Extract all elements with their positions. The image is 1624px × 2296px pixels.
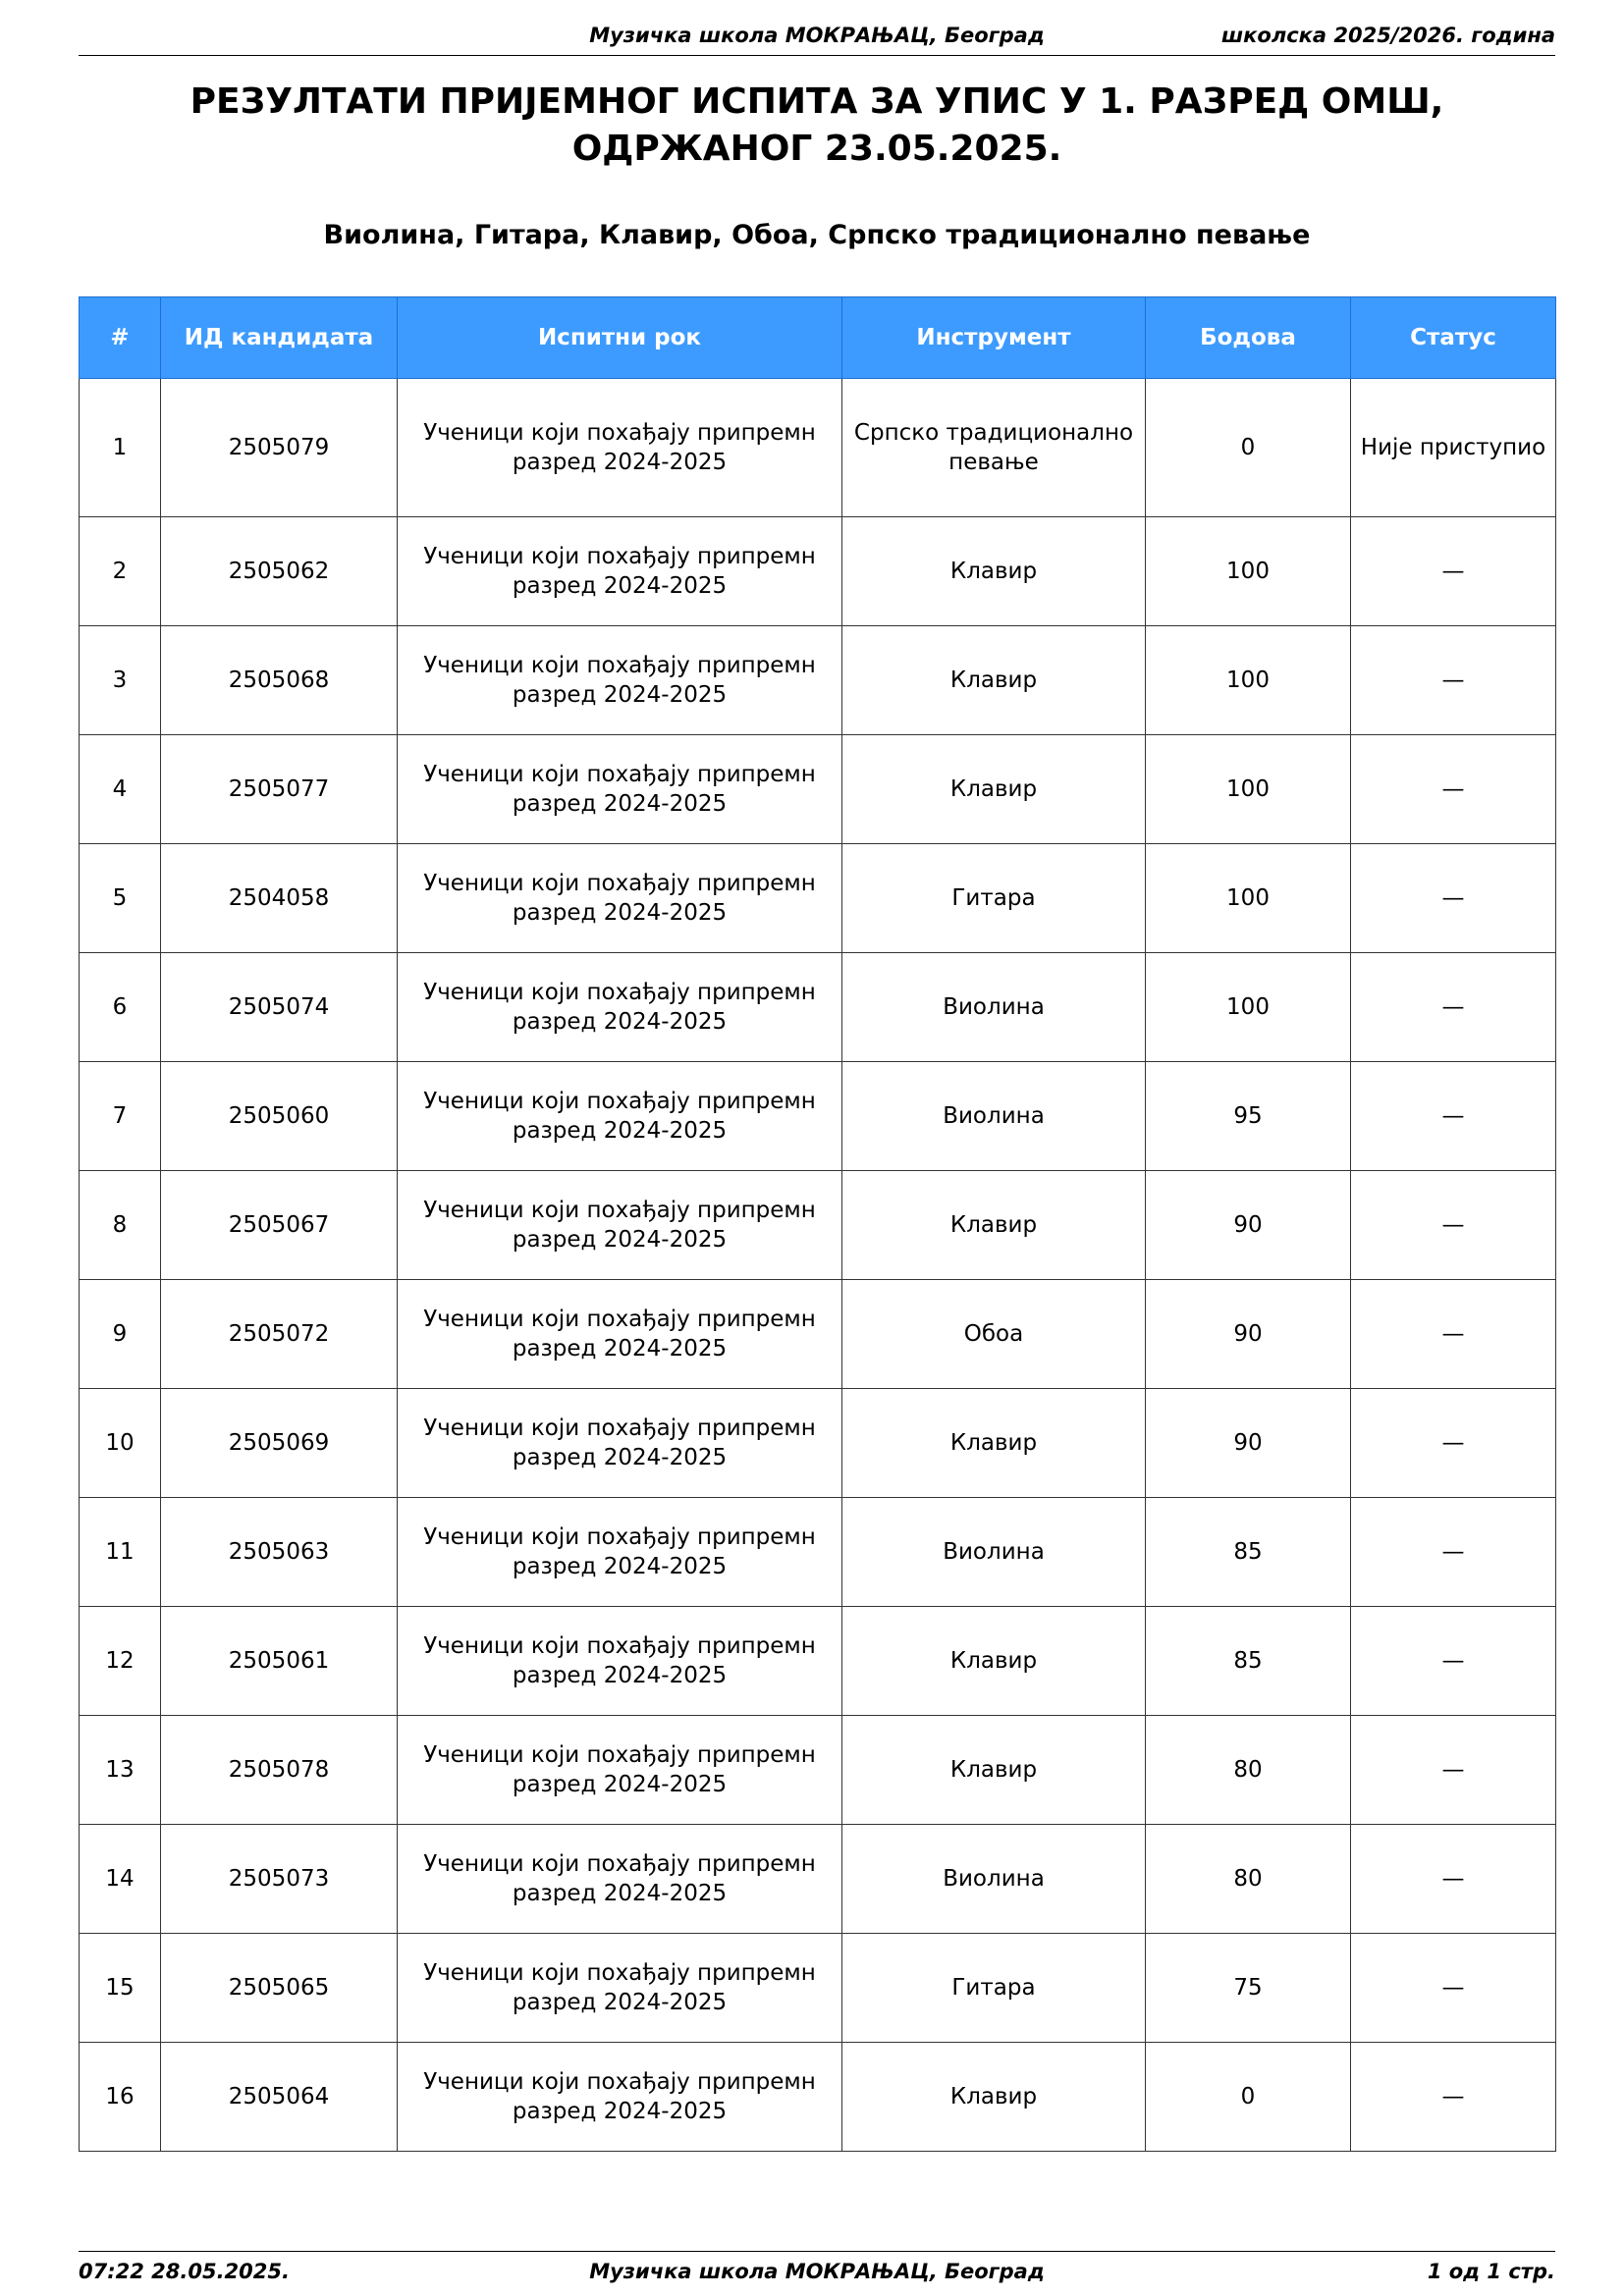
cell-points: 90: [1146, 1280, 1351, 1389]
table-row: [80, 735, 1556, 844]
cell-points: 0: [1146, 2043, 1351, 2152]
cell-instrument: Гитара: [842, 844, 1146, 953]
cell-points: 100: [1146, 844, 1351, 953]
cell-exam-term: Ученици који похађају припремн разред 2024-2025: [398, 379, 842, 517]
cell-candidate-id: 2505068: [161, 626, 398, 735]
cell-instrument: Клавир: [842, 1171, 1146, 1280]
cell-instrument: Виолина: [842, 1498, 1146, 1607]
cell-status: Није приступио: [1351, 379, 1556, 517]
cell-points: 100: [1146, 735, 1351, 844]
cell-status: —: [1351, 626, 1556, 735]
table-row: [80, 626, 1556, 735]
cell-points: 90: [1146, 1389, 1351, 1498]
table-row: [80, 1716, 1556, 1825]
cell-status: —: [1351, 1389, 1556, 1498]
cell-points: 100: [1146, 626, 1351, 735]
table-row: [80, 517, 1556, 626]
cell-exam-term: Ученици који похађају припремн разред 2024-2025: [398, 1716, 842, 1825]
cell-row-number: 1: [80, 379, 161, 517]
page-footer: [79, 2260, 1555, 2291]
cell-instrument: Обоа: [842, 1280, 1146, 1389]
cell-row-number: 2: [80, 517, 161, 626]
column-header-instrument: Инструмент: [842, 297, 1146, 379]
header-school: Музичка школа МОКРАЊАЦ, Београд: [589, 24, 1045, 47]
cell-row-number: 13: [80, 1716, 161, 1825]
cell-candidate-id: 2505064: [161, 2043, 398, 2152]
table-row: [80, 2043, 1556, 2152]
cell-exam-term: Ученици који похађају припремн разред 2024-2025: [398, 1280, 842, 1389]
cell-status: —: [1351, 1280, 1556, 1389]
cell-status: —: [1351, 2043, 1556, 2152]
cell-instrument: Виолина: [842, 1062, 1146, 1171]
cell-instrument: Клавир: [842, 1716, 1146, 1825]
table-row: [80, 953, 1556, 1062]
cell-candidate-id: 2505060: [161, 1062, 398, 1171]
cell-row-number: 3: [80, 626, 161, 735]
footer-divider: [79, 2251, 1555, 2252]
cell-row-number: 16: [80, 2043, 161, 2152]
cell-instrument: Клавир: [842, 735, 1146, 844]
results-table: [79, 296, 1556, 2152]
cell-points: 85: [1146, 1607, 1351, 1716]
cell-row-number: 6: [80, 953, 161, 1062]
cell-instrument: Клавир: [842, 1607, 1146, 1716]
cell-instrument: Клавир: [842, 517, 1146, 626]
cell-exam-term: Ученици који похађају припремн разред 2024-2025: [398, 1498, 842, 1607]
page-subtitle: Виолина, Гитара, Клавир, Обоа, Српско традиционално певање: [323, 220, 1311, 250]
cell-exam-term: Ученици који похађају припремн разред 2024-2025: [398, 953, 842, 1062]
footer-school: Музичка школа МОКРАЊАЦ, Београд: [589, 2260, 1045, 2283]
cell-row-number: 9: [80, 1280, 161, 1389]
cell-candidate-id: 2505073: [161, 1825, 398, 1934]
cell-status: —: [1351, 1062, 1556, 1171]
cell-exam-term: Ученици који похађају припремн разред 2024-2025: [398, 626, 842, 735]
table-row: [80, 1389, 1556, 1498]
cell-row-number: 14: [80, 1825, 161, 1934]
page-header: [79, 24, 1555, 55]
cell-exam-term: Ученици који похађају припремн разред 2024-2025: [398, 1062, 842, 1171]
cell-status: —: [1351, 517, 1556, 626]
cell-instrument: Виолина: [842, 953, 1146, 1062]
cell-candidate-id: 2505065: [161, 1934, 398, 2043]
cell-exam-term: Ученици који похађају припремн разред 2024-2025: [398, 517, 842, 626]
cell-candidate-id: 2505072: [161, 1280, 398, 1389]
header-divider: [79, 55, 1555, 56]
column-header-status: Статус: [1351, 297, 1556, 379]
cell-candidate-id: 2505061: [161, 1607, 398, 1716]
header-school-year: школска 2025/2026. година: [1220, 24, 1555, 47]
table-row: [80, 379, 1556, 517]
cell-exam-term: Ученици који похађају припремн разред 2024-2025: [398, 1607, 842, 1716]
cell-exam-term: Ученици који похађају припремн разред 2024-2025: [398, 735, 842, 844]
cell-row-number: 10: [80, 1389, 161, 1498]
document-page: [79, 0, 1555, 2296]
cell-row-number: 5: [80, 844, 161, 953]
cell-instrument: Клавир: [842, 2043, 1146, 2152]
footer-page-number: 1 од 1 стр.: [1427, 2260, 1555, 2283]
cell-status: —: [1351, 844, 1556, 953]
cell-candidate-id: 2505062: [161, 517, 398, 626]
cell-row-number: 8: [80, 1171, 161, 1280]
cell-instrument: Гитара: [842, 1934, 1146, 2043]
cell-instrument: Клавир: [842, 626, 1146, 735]
page-title: РЕЗУЛТАТИ ПРИЈЕМНОГ ИСПИТА ЗА УПИС У 1. РАЗРЕД ОМШ, ОДРЖАНОГ 23.05.2025.: [189, 81, 1444, 169]
column-header-exam-term: Испитни рок: [398, 297, 842, 379]
cell-instrument: Виолина: [842, 1825, 1146, 1934]
cell-points: 90: [1146, 1171, 1351, 1280]
cell-row-number: 12: [80, 1607, 161, 1716]
table-row: [80, 1607, 1556, 1716]
cell-candidate-id: 2504058: [161, 844, 398, 953]
cell-status: —: [1351, 1716, 1556, 1825]
cell-status: —: [1351, 1934, 1556, 2043]
cell-points: 100: [1146, 517, 1351, 626]
cell-candidate-id: 2505063: [161, 1498, 398, 1607]
cell-row-number: 15: [80, 1934, 161, 2043]
cell-exam-term: Ученици који похађају припремн разред 2024-2025: [398, 2043, 842, 2152]
cell-candidate-id: 2505074: [161, 953, 398, 1062]
table-row: [80, 1280, 1556, 1389]
cell-points: 95: [1146, 1062, 1351, 1171]
cell-status: —: [1351, 1498, 1556, 1607]
table-row: [80, 1171, 1556, 1280]
cell-candidate-id: 2505078: [161, 1716, 398, 1825]
cell-instrument: Српско традиционално певање: [842, 379, 1146, 517]
table-header-row: [80, 297, 1556, 379]
column-header-points: Бодова: [1146, 297, 1351, 379]
cell-row-number: 7: [80, 1062, 161, 1171]
cell-exam-term: Ученици који похађају припремн разред 2024-2025: [398, 1171, 842, 1280]
cell-points: 80: [1146, 1716, 1351, 1825]
cell-exam-term: Ученици који похађају припремн разред 2024-2025: [398, 1825, 842, 1934]
cell-candidate-id: 2505077: [161, 735, 398, 844]
column-header-number: #: [80, 297, 161, 379]
table-row: [80, 1825, 1556, 1934]
cell-candidate-id: 2505079: [161, 379, 398, 517]
cell-points: 80: [1146, 1825, 1351, 1934]
cell-points: 75: [1146, 1934, 1351, 2043]
table-row: [80, 844, 1556, 953]
cell-exam-term: Ученици који похађају припремн разред 2024-2025: [398, 1389, 842, 1498]
cell-row-number: 4: [80, 735, 161, 844]
cell-candidate-id: 2505067: [161, 1171, 398, 1280]
cell-status: —: [1351, 735, 1556, 844]
cell-exam-term: Ученици који похађају припремн разред 2024-2025: [398, 844, 842, 953]
table-row: [80, 1498, 1556, 1607]
table-row: [80, 1934, 1556, 2043]
cell-row-number: 11: [80, 1498, 161, 1607]
cell-points: 0: [1146, 379, 1351, 517]
cell-status: —: [1351, 1825, 1556, 1934]
footer-timestamp: 07:22 28.05.2025.: [79, 2260, 290, 2283]
cell-exam-term: Ученици који похађају припремн разред 2024-2025: [398, 1934, 842, 2043]
column-header-candidate-id: ИД кандидата: [161, 297, 398, 379]
cell-status: —: [1351, 953, 1556, 1062]
cell-points: 100: [1146, 953, 1351, 1062]
cell-candidate-id: 2505069: [161, 1389, 398, 1498]
cell-instrument: Клавир: [842, 1389, 1146, 1498]
cell-status: —: [1351, 1607, 1556, 1716]
table-row: [80, 1062, 1556, 1171]
cell-points: 85: [1146, 1498, 1351, 1607]
cell-status: —: [1351, 1171, 1556, 1280]
